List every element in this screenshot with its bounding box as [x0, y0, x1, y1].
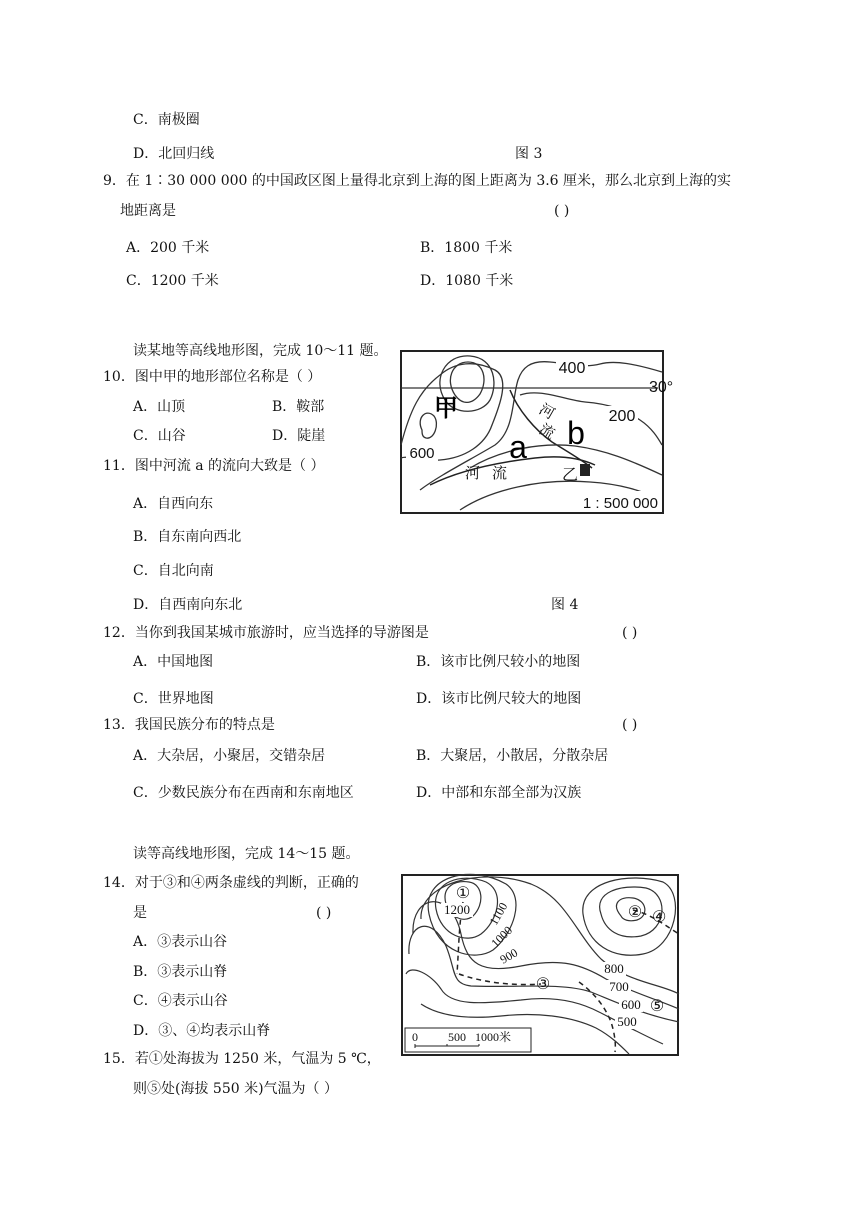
- marker-1: ①: [455, 885, 471, 902]
- scale-0: 0: [412, 1030, 418, 1044]
- marker-3: ③: [535, 976, 551, 993]
- q10-option-c: C．山谷: [133, 428, 186, 444]
- q10-option-d: D．陡崖: [272, 428, 326, 444]
- figure-3-label: 图 3: [515, 146, 543, 162]
- q11-option-d: D．自西南向东北: [133, 597, 243, 613]
- figure-4-label: 图 4: [551, 597, 579, 613]
- map5-scale-box: [405, 1028, 531, 1052]
- contour-label-1100: 1100: [486, 900, 511, 928]
- contour-label-500: 500: [617, 1014, 637, 1029]
- river-b-char-2: 流: [536, 420, 558, 443]
- q12-answer-blank: ( ): [622, 625, 638, 641]
- contour-label-700: 700: [609, 979, 629, 994]
- q11-option-b: B．自东南向西北: [133, 529, 242, 545]
- q12-option-a: A．中国地图: [133, 654, 214, 670]
- point-yi-label: 乙: [562, 467, 579, 484]
- river-b-label: b: [567, 415, 585, 451]
- figure-4-contour-map: [400, 350, 674, 514]
- q14-option-a: A．③表示山谷: [133, 934, 228, 950]
- q11-stem: 11．图中河流 a 的流向大致是（ ）: [103, 458, 325, 474]
- q14-option-b: B．③表示山脊: [133, 964, 228, 980]
- q9-option-b: B．1800 千米: [420, 240, 513, 256]
- q9-stem-line2: 地距离是: [120, 203, 176, 219]
- q8-option-d: D．北回归线: [133, 146, 215, 162]
- scale-1000: 1000米: [474, 1030, 512, 1044]
- figure-5-contour-map: [401, 874, 679, 1056]
- q9-option-a: A．200 千米: [126, 240, 210, 256]
- q13-option-c: C．少数民族分布在西南和东南地区: [133, 785, 354, 801]
- marker-5: ⑤: [649, 998, 665, 1015]
- intro-14-15: 读等高线地形图，完成 14～15 题。: [133, 846, 360, 862]
- q10-option-a: A．山顶: [133, 399, 186, 415]
- q12-option-c: C．世界地图: [133, 691, 214, 707]
- q14-stem-line1: 14．对于③和④两条虚线的判断，正确的: [103, 875, 359, 891]
- q13-option-d: D．中部和东部全部为汉族: [416, 785, 582, 801]
- q13-option-a: A．大杂居，小聚居，交错杂居: [133, 748, 326, 764]
- intro-10-11: 读某地等高线地形图，完成 10～11 题。: [133, 343, 388, 359]
- q11-option-a: A．自西向东: [133, 496, 214, 512]
- q9-stem-line1: 9．在 1∶30 000 000 的中国政区图上量得北京到上海的图上距离为 3.6 厘米，那么北京到上海的实: [103, 173, 732, 189]
- q14-answer-blank: ( ): [316, 905, 332, 921]
- q8-option-c: C．南极圈: [133, 112, 200, 128]
- point-yi-marker: [580, 464, 590, 476]
- q12-stem: 12．当你到我国某城市旅游时，应当选择的导游图是: [103, 625, 429, 641]
- river-a-char-1: 河: [465, 465, 481, 482]
- q11-option-c: C．自北向南: [133, 563, 214, 579]
- q13-answer-blank: ( ): [622, 717, 638, 733]
- latitude-label: 30°: [649, 379, 674, 396]
- q10-option-b: B．鞍部: [272, 399, 325, 415]
- q12-option-d: D．该市比例尺较大的地图: [416, 691, 582, 707]
- q15-stem-line1: 15．若①处海拔为 1250 米，气温为 5 ℃，: [103, 1051, 381, 1067]
- q15-stem-line2: 则⑤处(海拔 550 米)气温为（ ）: [133, 1081, 338, 1097]
- q9-option-c: C．1200 千米: [126, 273, 219, 289]
- contour-label-1200: 1200: [444, 902, 470, 917]
- q9-option-d: D．1080 千米: [420, 273, 514, 289]
- map4-scale: 1 : 500 000: [582, 495, 658, 512]
- q14-option-d: D．③、④均表示山脊: [133, 1023, 271, 1039]
- contour-label-600: 600: [621, 997, 641, 1012]
- contour-label-200: 200: [608, 408, 636, 425]
- contour-label-600: 600: [409, 445, 435, 462]
- marker-4: ④: [652, 909, 667, 926]
- q13-stem: 13．我国民族分布的特点是: [103, 717, 275, 733]
- contour-label-800: 800: [604, 961, 624, 976]
- river-b-char-1: 河: [536, 400, 558, 423]
- q14-option-c: C．④表示山谷: [133, 993, 228, 1009]
- contour-label-900: 900: [497, 945, 521, 967]
- contour-label-1000: 1000: [488, 923, 516, 951]
- q12-option-b: B．该市比例尺较小的地图: [416, 654, 581, 670]
- q9-answer-blank: ( ): [554, 203, 570, 219]
- river-a-label: a: [509, 429, 527, 465]
- river-a-char-2: 流: [492, 465, 508, 482]
- q10-stem: 10．图中甲的地形部位名称是（ ）: [103, 369, 322, 385]
- q14-stem-line2: 是: [133, 905, 147, 921]
- q13-option-b: B．大聚居，小散居，分散杂居: [416, 748, 609, 764]
- scale-500: 500: [448, 1030, 466, 1044]
- contour-label-400: 400: [558, 360, 586, 377]
- marker-2: ②: [627, 904, 643, 921]
- point-jia-label: 甲: [434, 395, 458, 422]
